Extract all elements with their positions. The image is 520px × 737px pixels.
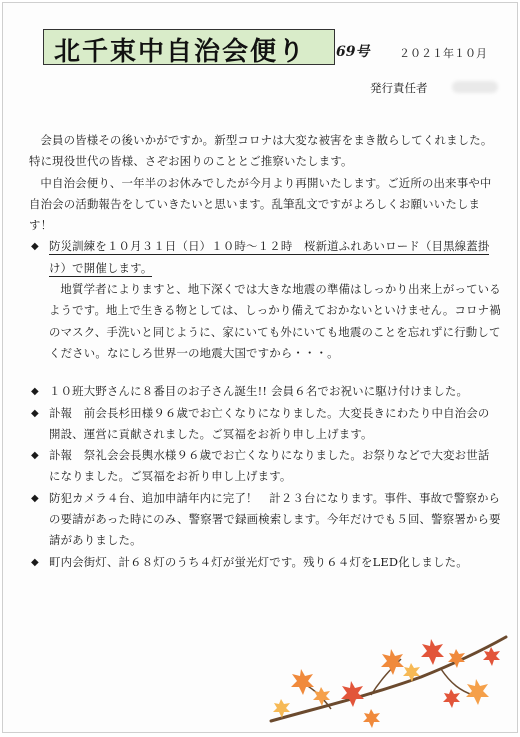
drill-announcement <box>29 236 501 279</box>
drill-body: 地質学者によりますと、地下深くでは大きな地震の準備はしっかり出来上がっているようです。地上で生きる物としては、しっかり備えておかないといけません。コロナ禍のマスク、手洗いと同じように、家にいても外にいても地震のことを忘れずに行動してください。なにしろ世界一の地震大国ですから・・・。 <box>49 282 501 360</box>
title-banner <box>43 29 335 65</box>
diamond-bullet-icon: ◆ <box>31 241 39 253</box>
news-item-text: 訃報 祭礼会会長輿水様９６歳でお亡くなりになりました。お祭りなどで大変お世話になりました。ご冥福をお祈り申し上げます。 <box>49 448 490 484</box>
article-body <box>29 130 501 573</box>
maple-leaf <box>381 649 404 675</box>
publisher-label: 発行責任者 <box>370 81 428 95</box>
publisher-name-redacted <box>452 81 498 93</box>
news-item-text: 防犯カメラ４台、追加申請年内に完了！ 計２３台になります。事件、事故で警察からの要請があった時にのみ、警察署で録画検索します。今年だけでも５回、警察署から要請がありました。 <box>49 490 501 548</box>
diamond-bullet-icon: ◆ <box>31 407 39 419</box>
maple-leaves <box>273 639 500 728</box>
section-gap <box>29 364 501 381</box>
newsletter-title: 北千束中自治会便り <box>54 37 307 67</box>
diamond-bullet-icon: ◆ <box>31 450 39 462</box>
news-item-text: 町内会街灯、計６８灯のうち４灯が蛍光灯です。残り６４灯をLED化しました。 <box>49 554 468 569</box>
diamond-bullet-icon: ◆ <box>31 556 39 568</box>
intro-paragraph-1: 会員の皆様その後いかがですか。新型コロナは大変な被害をまき散らしてくれました。特に現役世代の皆様、さぞお困りのこととご推察いたします。 <box>29 133 493 169</box>
newsletter-page <box>2 2 518 733</box>
diamond-bullet-icon: ◆ <box>31 492 39 504</box>
maple-leaf <box>421 639 444 665</box>
news-item <box>29 381 501 402</box>
maple-leaf <box>291 669 314 695</box>
issue-number: 69号 <box>336 44 370 60</box>
news-item <box>29 552 501 573</box>
maple-leaf <box>483 647 500 666</box>
drill-headline: 防災訓練を１０月３１日（日）１０時～１２時 桜新道ふれあいロード（目黒線蓋掛け）で開催します。 <box>49 239 490 275</box>
news-item <box>29 445 501 488</box>
maple-leaf <box>466 679 489 705</box>
maple-leaf <box>443 689 460 708</box>
diamond-bullet-icon: ◆ <box>31 386 39 398</box>
autumn-leaves-illustration <box>251 629 511 729</box>
twig <box>441 669 473 695</box>
intro-paragraph-2: 中自治会便り、一年半のお休みでしたが今月より再開いたします。ご近所の出来事や中自治会の活動報告をしていきたいと思います。乱筆乱文ですがよろしくお願いいたします！ <box>29 175 492 233</box>
maple-leaf <box>363 709 380 728</box>
news-item-text: １０班大野さんに８番目のお子さん誕生!! 会員６名でお祝いに駆け付けました。 <box>49 384 469 399</box>
maple-leaf <box>341 681 364 707</box>
news-item-text: 訃報 前会長杉田様９６歳でお亡くなりになりました。大変長きにわたり中自治会の開設、運営に貢献されました。ご冥福をお祈り申し上げます。 <box>49 405 490 441</box>
news-item <box>29 488 501 552</box>
news-item <box>29 403 501 446</box>
issue-date: ２０２１年１０月 <box>399 47 487 60</box>
